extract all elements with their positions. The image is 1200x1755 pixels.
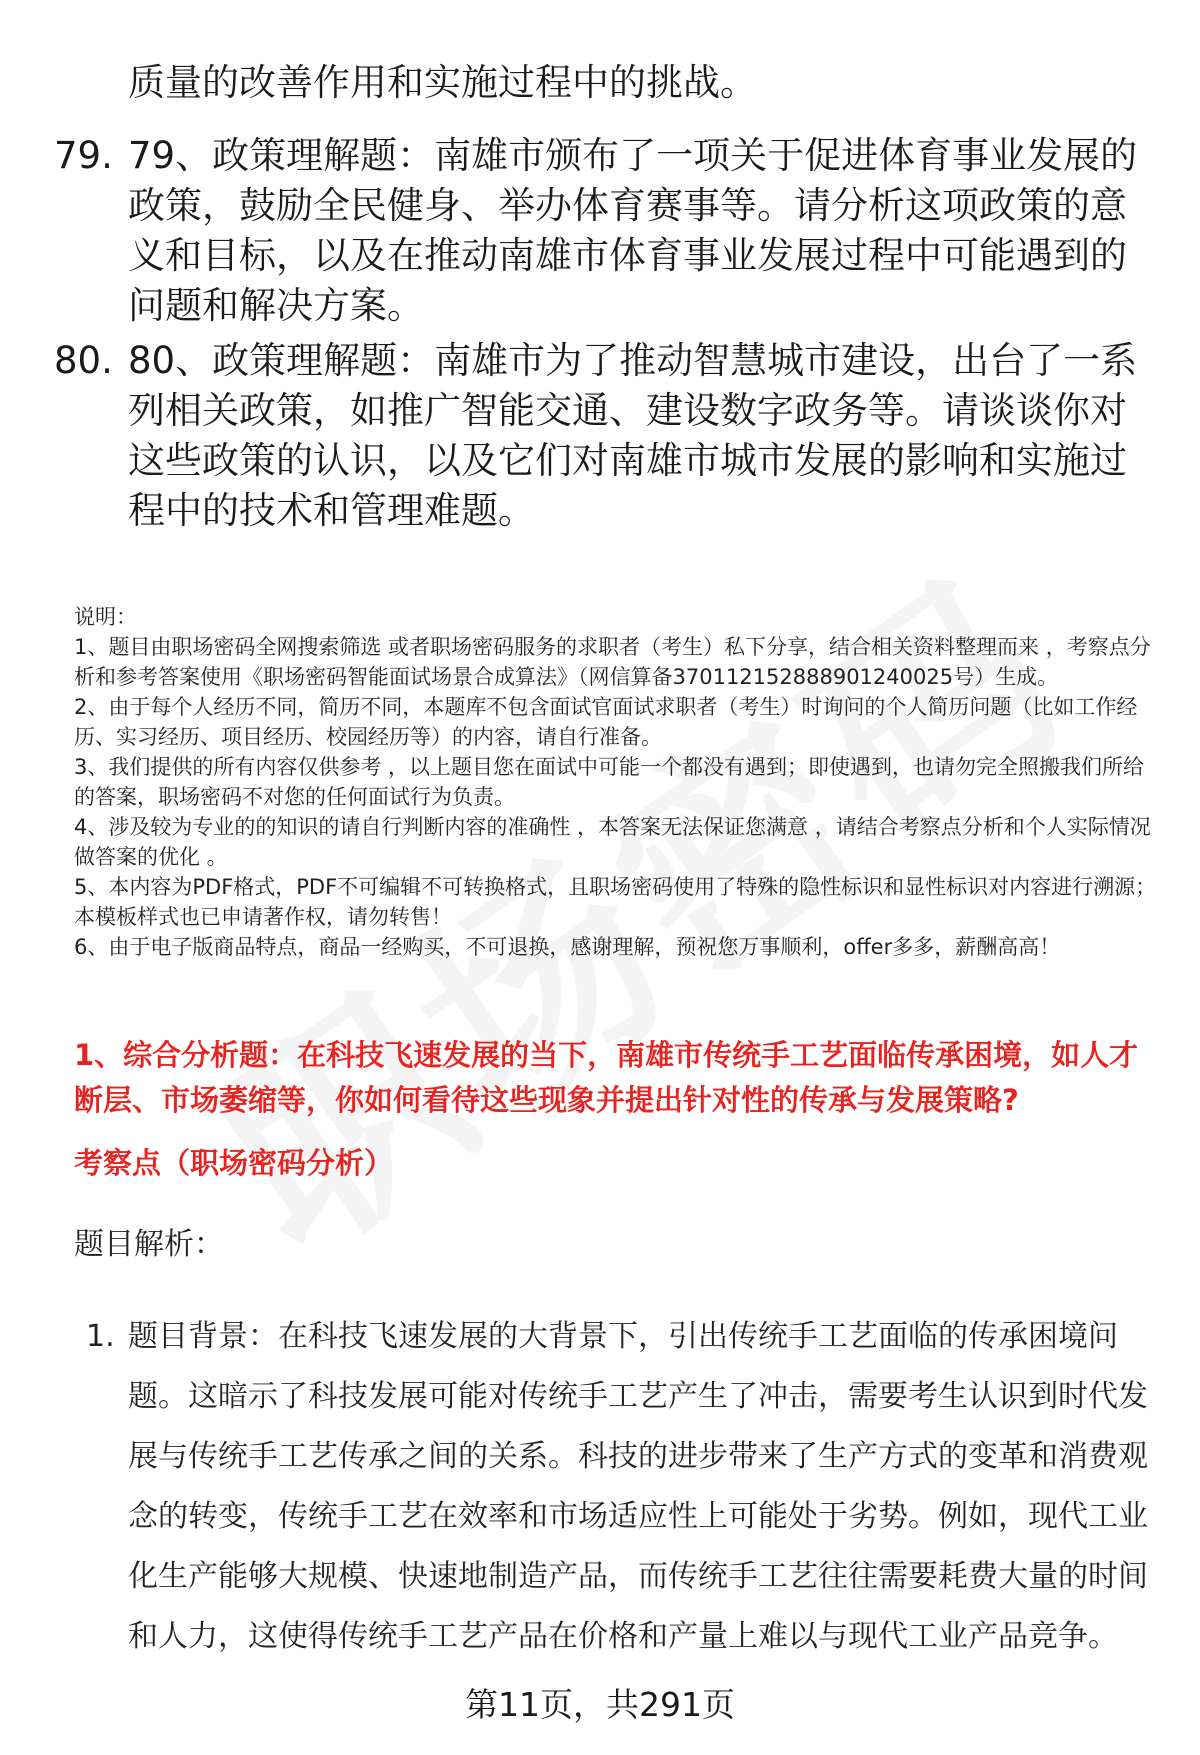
analysis-item-text: 题目背景：在科技飞速发展的大背景下，引出传统手工艺面临的传承困境问题。这暗示了科技发展可能对传统手工艺产生了冲击，需要考生认识到时代发展与传统手工艺传承之间的关系。科技的进步带来了生产方式的变革和消费观念的转变，传统手工艺在效率和市场适应性上可能处于劣势。例如，现代工业化生产能够大规模、快速地制造产品，而传统手工艺往往需要耗费大量的时间和人力，这使得传统手工艺产品在价格和产量上难以与现代工业产品竞争。 [128,1319,1148,1654]
notes-heading: 说明： [74,605,137,629]
question-number: 80. [54,339,113,382]
page-footer: 第11页，共291页 [465,1685,735,1724]
section-subtitle: 考察点（职场密码分析） [74,1146,394,1180]
note-item: 6、由于电子版商品特点，商品一经购买，不可退换，感谢理解，预祝您万事顺利，offer多多，薪酬高高！ [74,935,1061,959]
question-number: 79. [54,134,113,177]
question-text: 79、政策理解题：南雄市颁布了一项关于促进体育事业发展的政策，鼓励全民健身、举办体育赛事等。请分析这项政策的意义和目标，以及在推动南雄市体育事业发展过程中可能遇到的问题和解决方案。 [128,134,1138,327]
analysis-item-number: 1. [86,1319,115,1354]
note-item: 4、涉及较为专业的的知识的请自行判断内容的准确性 ，本答案无法保证您满意 ，请结合考察点分析和个人实际情况做答案的优化 。 [74,815,1151,869]
note-item: 3、我们提供的所有内容仅供参考 ，以上题目您在面试中可能一个都没有遇到；即使遇到，也请勿完全照搬我们所给的答案，职场密码不对您的任何面试行为负责。 [74,755,1145,809]
continuation-text: 质量的改善作用和实施过程中的挑战。 [128,61,757,104]
note-item: 5、本内容为PDF格式，PDF不可编辑不可转换格式，且职场密码使用了特殊的隐性标识和显性标识对内容进行溯源；本模板样式也已申请著作权，请勿转售！ [74,875,1157,929]
section-question-title: 1、综合分析题：在科技飞速发展的当下，南雄市传统手工艺面临传承困境，如人才断层、市场萎缩等，你如何看待这些现象并提出针对性的传承与发展策略? [74,1038,1139,1117]
analysis-label: 题目解析： [74,1227,224,1262]
question-text: 80、政策理解题：南雄市为了推动智慧城市建设，出台了一系列相关政策，如推广智能交通、建设数字政务等。请谈谈你对这些政策的认识，以及它们对南雄市城市发展的影响和实施过程中的技术和管理难题。 [128,339,1138,532]
note-item: 1、题目由职场密码全网搜索筛选 或者职场密码服务的求职者（考生）私下分享，结合相关资料整理而来 ，考察点分析和参考答案使用《职场密码智能面试场景合成算法》（网信算备370112152888901240025号）生成。 [74,635,1151,689]
note-item: 2、由于每个人经历不同，简历不同，本题库不包含面试官面试求职者（考生）时询问的个人简历问题（比如工作经历、实习经历、项目经历、校园经历等）的内容，请自行准备。 [74,695,1138,749]
notes-section [74,602,1164,962]
